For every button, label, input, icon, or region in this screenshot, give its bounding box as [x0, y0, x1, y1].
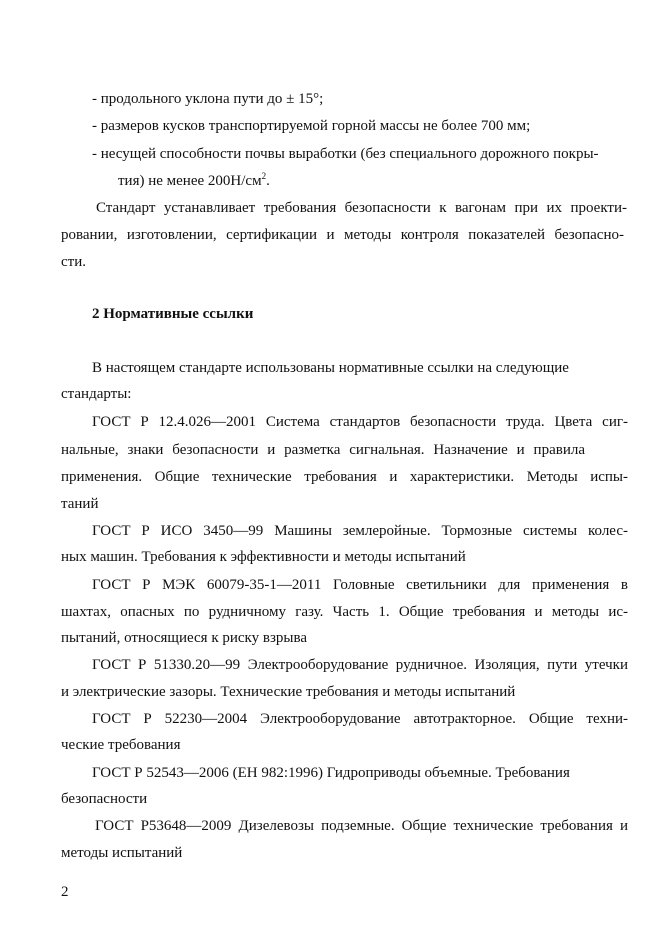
ref-gost-iec-60079: ГОСТ Р МЭК 60079-35-1—2011 Головные светильники для применения в — [92, 577, 628, 593]
ref-gost-iec-60079-line: шахтах, опасных по рудничному газу. Часть 1. Общие требования и методы ис- — [61, 604, 628, 620]
ref-gost-52543-line: безопасности — [61, 791, 148, 807]
refs-intro-line: стандарты: — [61, 386, 132, 402]
ref-gost-51330: ГОСТ Р 51330.20—99 Электрооборудование рудничное. Изоляция, пути утечки — [92, 657, 628, 673]
refs-intro-line: В настоящем стандарте использованы нормативные ссылки на следующие — [92, 360, 569, 376]
intro-para-line: ровании, изготовлении, сертификации и методы контроля показателей безопасно- — [61, 227, 624, 243]
ref-gost-12-4-026: ГОСТ Р 12.4.026—2001 Система стандартов безопасности труда. Цвета сиг- — [92, 414, 628, 430]
list-item-soil-capacity: - несущей способности почвы выработки (без специального дорожного покры- — [92, 146, 599, 162]
ref-gost-12-4-026-line: таний — [61, 496, 99, 512]
list-item-slope: - продольного уклона пути до ± 15°; — [92, 91, 324, 107]
ref-gost-51330-line: и электрические зазоры. Технические требования и методы испытаний — [61, 684, 516, 700]
ref-gost-iso-3450: ГОСТ Р ИСО 3450—99 Машины землеройные. Тормозные системы колес- — [92, 523, 628, 539]
intro-para-line: сти. — [61, 254, 86, 270]
ref-gost-iso-3450-line: ных машин. Требования к эффективности и методы испытаний — [61, 549, 466, 565]
ref-gost-52230: ГОСТ Р 52230—2004 Электрооборудование автотракторное. Общие техни- — [92, 711, 628, 727]
ref-gost-12-4-026-line: нальные, знаки безопасности и разметка сигнальная. Назначение и правила — [61, 442, 585, 458]
page-number: 2 — [61, 884, 69, 900]
ref-gost-53648-line: методы испытаний — [61, 845, 183, 861]
list-item-rock-size: - размеров кусков транспортируемой горной массы не более 700 мм; — [92, 118, 531, 134]
superscript: 2 — [261, 171, 267, 181]
ref-gost-12-4-026-line: применения. Общие технические требования и характеристики. Методы испы- — [61, 469, 628, 485]
list-item-soil-capacity-cont: тия) не менее $200Н/см^2$. — [118, 171, 270, 189]
intro-para-line: Стандарт устанавливает требования безопасности к вагонам при их проекти- — [96, 200, 627, 216]
ref-gost-iec-60079-line: пытаний, относящиеся к риску взрыва — [61, 630, 307, 646]
ref-gost-52230-line: ческие требования — [61, 737, 181, 753]
ref-gost-53648: ГОСТ Р53648—2009 Дизелевозы подземные. Общие технические требования и — [95, 818, 628, 834]
ref-gost-52543: ГОСТ Р 52543—2006 (ЕН 982:1996) Гидроприводы объемные. Требования — [92, 765, 570, 781]
section-heading: 2 Нормативные ссылки — [92, 306, 254, 322]
